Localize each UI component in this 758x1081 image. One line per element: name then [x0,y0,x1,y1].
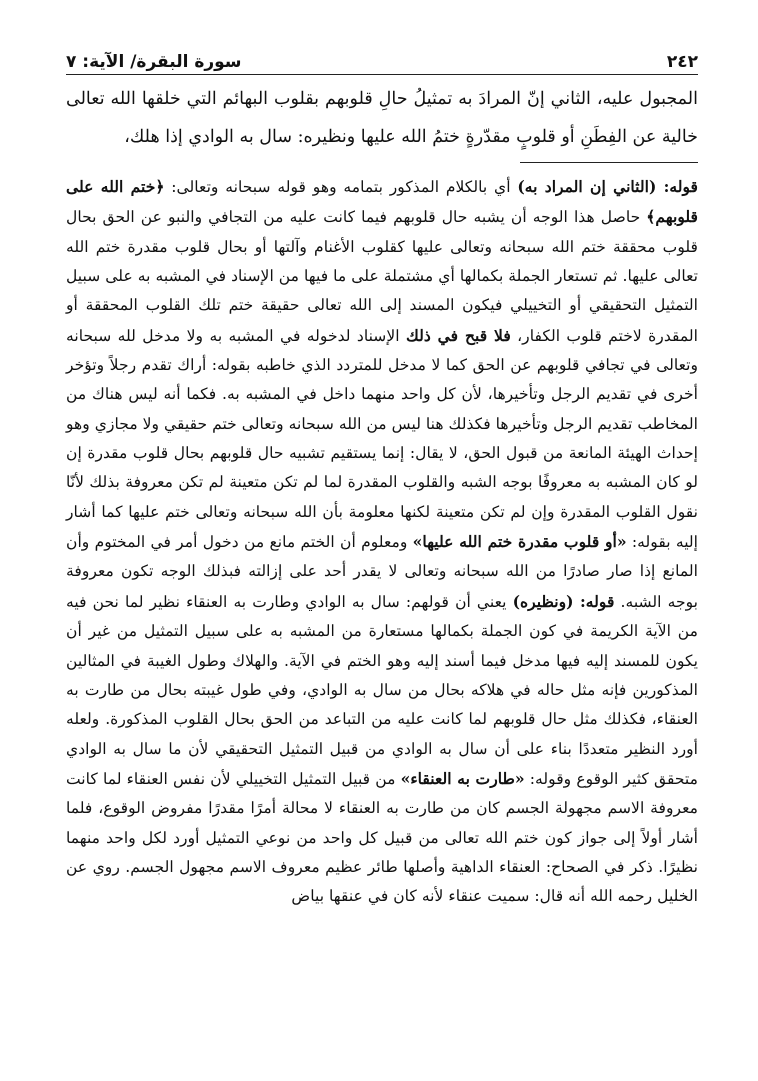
page-header [66,38,698,72]
footnote-divider [520,162,698,163]
commentary-text: يعني أن قولهم: سال به الوادي وطارت به العنقاء نظير لما نحن فيه من الآية الكريمة في كون الجملة بكمالها مستعارة من المشبه به على سبيل التمثيل من غير أن يكون للمسند إليه فيها مدخل فيما أسند إليه وهو الختم في الآية. والهلاك وطول الغيبة في المثالين المذكورين فإنه مثل حاله في هلاكه بحال من سال به الوادي، وفي طول غيبته بحال من طارت به العنقاء، فكذلك مثل حال قلوبهم لما كانت عليه من التباعد من الحق بحال القلوب المذكورة. ولعله أورد النظير متعددًا بناء على أن سال به الوادي من قبيل التمثيل التحقيقي لأن ما سال به الوادي متحقق كثير الوقوع وقوله: [66,592,698,788]
commentary-text: ومعلوم أن الختم مانع من دخول أمر في المختوم وأن المانع إذا صار صادرًا من الله سبحانه وتعالى لا يقدر أحد على إزالته فبذلك الوجه تكون معروفة بوجه الشبه. [66,533,698,611]
page-number: ٢٤٢ [666,52,698,72]
commentary-text: الإسناد لدخوله في المشبه به ولا مدخل لله سبحانه وتعالى في تجافي قلوبهم عن الحق كما لا مدخل للمتردد الذي خاطبه بقوله: أراك تقدم رجلاً وتؤخر أخرى في تقديم الرجل وتأخيرها، لأن كل واحد منهما داخل في المشبه به. فكما أنه ليس هناك من المخاطب تقديم الرجل وتأخيرها فكذلك هنا ليس من الله سبحانه وتعالى ختم حقيقي ولا مجازي وهو إحداث الهيئة المانعة من قبول الحق، لا يقال: إنما يستقيم تشبيه حال قلوبهم بحال قلوب مقدرة إن لو كان المشبه به معروفًا بوجه الشبه والقلوب المقدرة لما لم تكن متعينة لم تكن معروفة بذلك لأنّا نقول القلوب المقدرة وإن لم تكن متعينة لكنها معلومة بأن الله سبحانه وتعالى ختم عليها كما أشار إليه بقوله: [66,326,698,552]
commentary [66,172,698,912]
running-title: سورة البقرة/ الآية: ٧ [66,52,242,72]
main-text [66,80,698,156]
commentary-bold: فلا قبح في ذلك [405,325,511,345]
commentary-paragraph [66,172,698,912]
main-paragraph: المجبول عليه، الثاني إنّ المرادَ به تمثيلُ حالِ قلوبهم بقلوب البهائم التي خلقها الله تعالى خالية عن الفِطَنِ أو قلوبٍ مقدّرةٍ ختمُ الله عليها ونظيره: سال به الوادي إذا هلك، [66,89,698,147]
text-quote: «أو قلوب مقدرة ختم الله عليها» [412,532,627,552]
text-quote: «طارت به العنقاء» [400,768,525,788]
commentary-label: قوله: (ونظيره) [512,591,615,611]
header-rule [66,74,698,75]
commentary-text: أي بالكلام المذكور بتمامه وهو قوله سبحانه وتعالى: [164,178,518,196]
quran-quote: ﴿ختم الله على قلوبهم﴾ [66,177,698,227]
commentary-text: حاصل هذا الوجه أن يشبه حال قلوبهم فيما كانت عليه من التجافي والنبو عن الحق بحال قلوب محققة ختم الله سبحانه وتعالى عليها كقلوب الأغنام وآلتها أو بحال قلوب مقدرة ختم الله تعالى عليها. ثم تستعار الجملة بكمالها أي مشتملة على ما فيها من الإسناد في المشبه به على سبيل التمثيل التحقيقي أو التخييلي فيكون المسند إلى الله تعالى حقيقة ختم تلك القلوب المحققة أو المقدرة لاختم قلوب الكفار، [66,208,699,345]
commentary-label: قوله: (الثاني إن المراد به) [517,177,698,196]
commentary-text: من قبيل التمثيل التخييلي لأن نفس العنقاء لما كانت معروفة الاسم مجهولة الجسم كان من طارت به العنقاء لا محالة أمرًا مقدرًا مفروض الوقوع، فلما أشار أولاً إلى جواز كون ختم الله تعالى من قبيل كل واحد من نوعي التمثيل أورد لكل واحد منهما نظيرًا. ذكر في الصحاح: العنقاء الداهية وأصلها طائر عظيم معروف الاسم مجهول الجسم. روي عن الخليل رحمه الله أنه قال: سميت عنقاء لأنه كان في عنقها بياض [66,769,698,906]
